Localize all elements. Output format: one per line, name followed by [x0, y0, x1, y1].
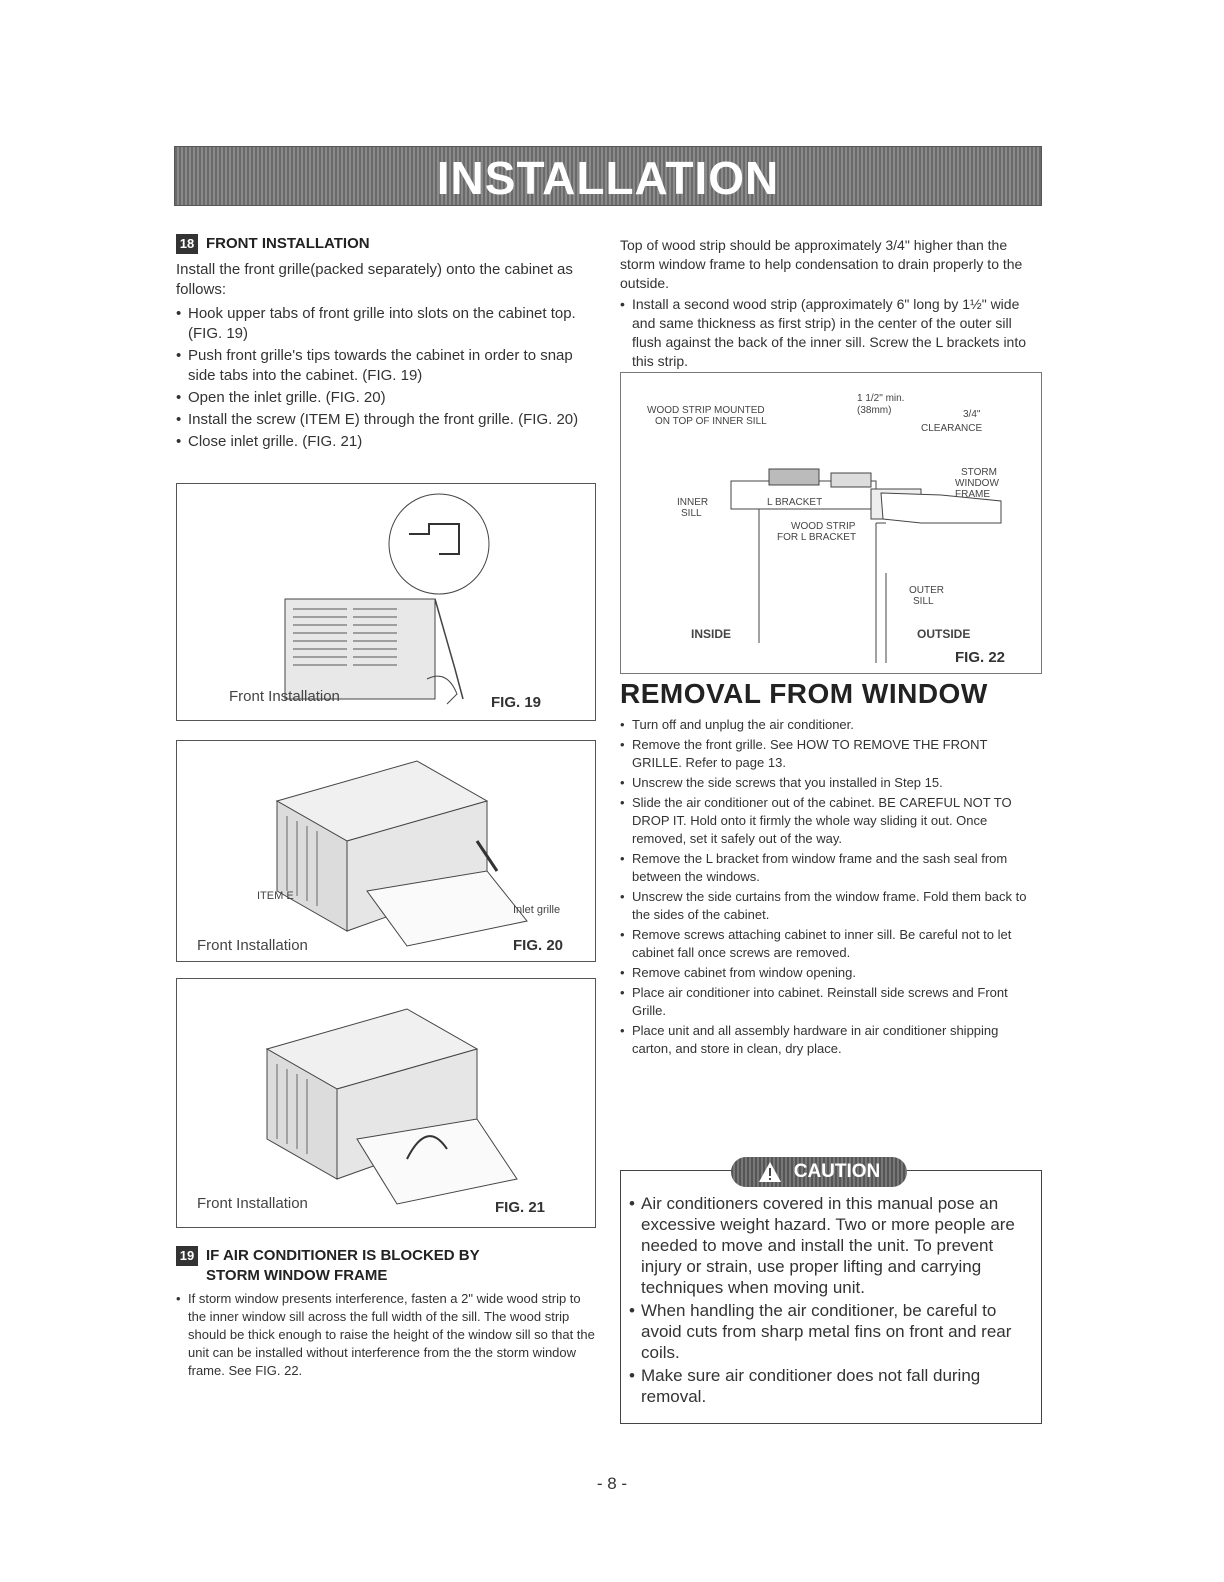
removal-list — [620, 716, 1040, 1058]
list-item: • Unscrew the side curtains from the window frame. Fold them back to the sides of the cabinet. — [620, 888, 1040, 924]
label-min: 1 1/2" min. — [857, 393, 905, 404]
list-item: • Remove the front grille. See HOW TO REMOVE THE FRONT GRILLE. Refer to page 13. — [620, 736, 1040, 772]
label-inside: INSIDE — [691, 627, 732, 641]
step-18-list — [176, 304, 596, 452]
storm-frame-instructions — [620, 236, 1040, 392]
list-item: • Place unit and all assembly hardware in air conditioner shipping carton, and store in clean, dry place. — [620, 1022, 1040, 1058]
list-item: • Remove screws attaching cabinet to inner sill. Be careful not to let cabinet fall once screws are removed. — [620, 926, 1040, 962]
caution-badge — [731, 1157, 907, 1187]
label-wood-strip-mounted: WOOD STRIP MOUNTED — [647, 405, 765, 416]
list-item: • Hook upper tabs of front grille into slots on the cabinet top. (FIG. 19) — [176, 304, 596, 344]
paragraph: Top of wood strip should be approximately 3/4" higher than the storm window frame to help condensation to drain properly to the outside. — [620, 237, 1023, 291]
list-item: • Install a second wood strip (approximately 6" long by 1½" wide and same thickness as first strip) in the center of the outer sill flush against the back of the inner sill. Screw the L brackets into this strip. — [620, 295, 1040, 371]
inlet-grille-open-illustration — [177, 741, 595, 961]
label-wood-strip: WOOD STRIP — [791, 521, 856, 532]
step-18-title: FRONT INSTALLATION — [206, 235, 370, 252]
list-item: • Place air conditioner into cabinet. Reinstall side screws and Front Grille. — [620, 984, 1040, 1020]
label-inner-2: SILL — [681, 508, 702, 519]
page-number: - 8 - — [596, 1474, 628, 1493]
label-mm: (38mm) — [857, 405, 892, 416]
label-inlet-grille: Inlet grille — [513, 904, 561, 916]
figure-number: FIG. 20 — [513, 937, 564, 954]
label-three-quarter: 3/4" — [963, 409, 981, 420]
step-19-title-line1: IF AIR CONDITIONER IS BLOCKED BY — [206, 1247, 480, 1264]
label-inner-1: INNER — [677, 497, 709, 508]
inlet-grille-close-illustration — [177, 979, 595, 1227]
figure-caption: Front Installation — [197, 1195, 308, 1212]
step-number-badge: 19 — [176, 1246, 198, 1266]
caution-label: CAUTION — [793, 1161, 881, 1182]
label-outer-2: SILL — [913, 596, 934, 607]
figure-number: FIG. 21 — [495, 1199, 546, 1216]
list-item: • If storm window presents interference, fasten a 2" wide wood strip to the inner window sill across the full width of the sill. The wood strip should be thick enough to raise the height of the window sill so that the unit can be installed without interference from the the storm window frame. See FIG. 22. — [176, 1290, 596, 1380]
front-grille-illustration — [177, 484, 595, 720]
figure-number: FIG. 19 — [491, 694, 542, 711]
step-19-section — [176, 1246, 596, 1382]
caution-list — [629, 1193, 1029, 1407]
removal-title: REMOVAL FROM WINDOW — [620, 678, 988, 709]
label-item-e: ITEM E — [257, 890, 294, 902]
list-item: • Make sure air conditioner does not fall during removal. — [629, 1365, 1029, 1407]
step-19-list — [176, 1290, 596, 1380]
caution-box — [620, 1161, 1042, 1424]
list-item: • Remove the L bracket from window frame and the sash seal from between the windows. — [620, 850, 1040, 886]
step-18-heading — [176, 234, 596, 254]
warning-triangle-icon — [758, 1161, 782, 1183]
list-item: • Push front grille's tips towards the cabinet in order to snap side tabs into the cabinet. (FIG. 19) — [176, 346, 596, 386]
label-storm-3: FRAME — [955, 489, 990, 500]
label-storm-1: STORM — [961, 467, 997, 478]
label-outside: OUTSIDE — [917, 627, 971, 641]
step-19-title-line2: STORM WINDOW FRAME — [206, 1267, 388, 1284]
label-l-bracket: L BRACKET — [767, 497, 823, 508]
step-number-badge: 18 — [176, 234, 198, 254]
list-item: • When handling the air conditioner, be careful to avoid cuts from sharp metal fins on front and rear coils. — [629, 1300, 1029, 1363]
storm-list — [620, 295, 1040, 371]
figure-caption: Front Installation — [229, 688, 340, 705]
step-19-heading — [176, 1246, 596, 1286]
label-on-top-inner-sill: ON TOP OF INNER SILL — [655, 416, 767, 427]
step-18-intro: Install the front grille(packed separately) onto the cabinet as follows: — [176, 261, 573, 298]
removal-section — [620, 716, 1040, 1060]
label-outer-1: OUTER — [909, 585, 944, 596]
list-item: • Slide the air conditioner out of the cabinet. BE CAREFUL NOT TO DROP IT. Hold onto it firmly the whole way sliding it out. Once removed, set it safely out of the way. — [620, 794, 1040, 848]
figure-22 — [620, 372, 1042, 674]
list-item: • Remove cabinet from window opening. — [620, 964, 1040, 982]
label-for-l-bracket: FOR L BRACKET — [777, 532, 857, 543]
step-18-section — [176, 234, 596, 454]
figure-number: FIG. 22 — [955, 649, 1006, 666]
list-item: • Open the inlet grille. (FIG. 20) — [176, 388, 596, 408]
figure-19 — [176, 483, 596, 721]
list-item: • Install the screw (ITEM E) through the front grille. (FIG. 20) — [176, 410, 596, 430]
list-item: • Air conditioners covered in this manual pose an excessive weight hazard. Two or more people are needed to move and install the unit. To prevent injury or strain, use proper lifting and carrying techniques when moving unit. — [629, 1193, 1029, 1298]
list-item: • Close inlet grille. (FIG. 21) — [176, 432, 596, 452]
section-title: INSTALLATION — [436, 152, 780, 204]
label-clearance: CLEARANCE — [921, 423, 983, 434]
figure-caption: Front Installation — [197, 937, 308, 954]
list-item: • Unscrew the side screws that you installed in Step 15. — [620, 774, 1040, 792]
section-banner — [174, 146, 1042, 206]
figure-21 — [176, 978, 596, 1228]
figure-20 — [176, 740, 596, 962]
label-storm-2: WINDOW — [955, 478, 999, 489]
list-item: • Turn off and unplug the air conditioner. — [620, 716, 1040, 734]
